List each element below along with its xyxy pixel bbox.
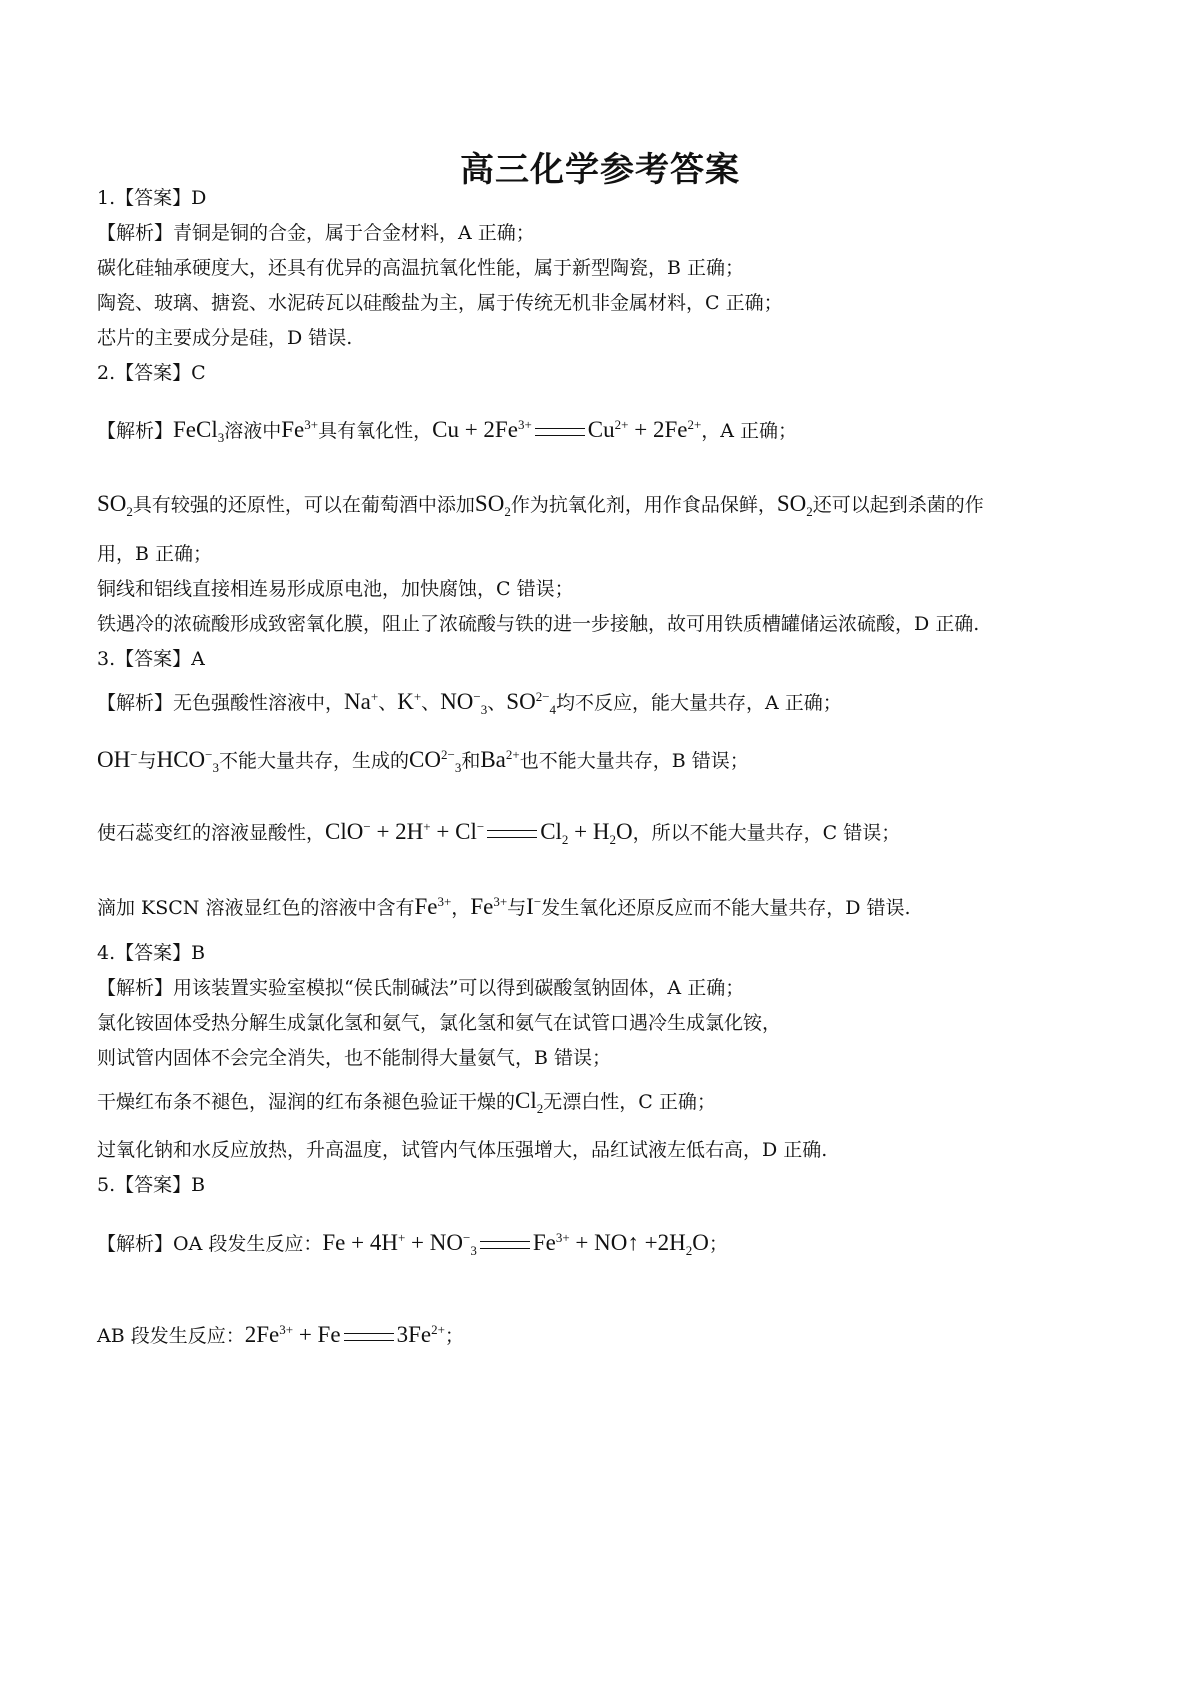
q3-explanation-line: 滴加 KSCN 溶液显红色的溶液中含有$Fe^{3+}$，$Fe^{3+}$与I−发生氧化还原反应而不能大量共存，D 错误. (97, 894, 911, 919)
q3-explanation-line: 使石蕊变红的溶液显酸性，ClO− + 2H+ + Cl− $Cl_2 + H_2O$，所以不能大量共存，C 错误； (97, 819, 901, 847)
q2-explanation-line: 【解析】FeCl$_3$溶液中$Fe^{3+}$具有氧化性，$Cu + 2Fe^{3+}$ $Cu^{2+} + 2Fe^{2+}$，A 正确； (97, 417, 798, 445)
formula: Na+ (344, 689, 379, 714)
q5-explanation-line: 【解析】OA 段发生反应：$Fe + 4H^+ + NO^-_3$ $Fe^{3+}$ + NO↑ $+2H_2O$； (97, 1230, 728, 1258)
formula: $Ba^{2+}$ (480, 747, 520, 772)
formula: $SO^{2-}_4$ (506, 689, 557, 717)
formula: $CO^{2-}_3$ (409, 747, 462, 775)
equation: $2Fe^{3+} + Fe$ $3Fe^{2+}$ (244, 1322, 445, 1347)
formula: OH− (97, 747, 138, 772)
q2-explanation-line: 用，B 正确； (97, 543, 213, 565)
formula: $Fe^{3+}$ (470, 894, 508, 919)
formula: $Fe^{3+}$ (414, 894, 452, 919)
q4-explanation-line: 干燥红布条不褪色，湿润的红布条褪色验证干燥的$Cl_2$无漂白性，C 正确； (97, 1088, 716, 1116)
q1-explanation-line: 陶瓷、玻璃、搪瓷、水泥砖瓦以硅酸盐为主，属于传统无机非金属材料，C 正确； (97, 292, 783, 314)
formula: FeCl$_3$ (173, 417, 225, 445)
q4-explanation-line: 氯化铵固体受热分解生成氯化氢和氨气，氯化氢和氨气在试管口遇冷生成氯化铵， (97, 1012, 782, 1034)
q3-answer: 3.【答案】A (97, 648, 205, 670)
q2-explanation-line: 铁遇冷的浓硫酸形成致密氧化膜，阻止了浓硫酸与铁的进一步接触，故可用铁质槽罐储运浓硫酸，D 正确. (97, 613, 980, 635)
formula: $Fe^{3+}$ (281, 417, 319, 442)
q1-answer: 1.【答案】D (97, 187, 207, 209)
q4-answer: 4.【答案】B (97, 942, 206, 964)
q3-explanation-line: 【解析】无色强酸性溶液中，Na+、K+、$NO^-_3$、$SO^{2-}_4$均不反应，能大量共存，A 正确； (97, 689, 842, 717)
formula: $HCO^-_3$ (156, 747, 219, 775)
formula: $SO_2$ (97, 491, 133, 519)
q1-explanation-line: 碳化硅轴承硬度大，还具有优异的高温抗氧化性能，属于新型陶瓷，B 正确； (97, 257, 745, 279)
q1-explanation-line: 芯片的主要成分是硅，D 错误. (97, 327, 353, 349)
q3-explanation-line: OH−与$HCO^-_3$不能大量共存，生成的$CO^{2-}_3$和$Ba^{2+}$也不能大量共存，B 错误； (97, 747, 749, 775)
equation: $Cu + 2Fe^{3+}$ $Cu^{2+} + 2Fe^{2+}$ (432, 417, 702, 442)
equation: ClO− + 2H+ + Cl− $Cl_2 + H_2O$ (325, 819, 633, 847)
q5-answer: 5.【答案】B (97, 1174, 206, 1196)
q5-explanation-line: AB 段发生反应：$2Fe^{3+} + Fe$ $3Fe^{2+}$； (97, 1322, 464, 1347)
q2-explanation-line: 铜线和铝线直接相连易形成原电池，加快腐蚀，C 错误； (97, 578, 574, 600)
equals-sign (535, 428, 585, 436)
q1-explanation-line: 【解析】青铜是铜的合金，属于合金材料，A 正确； (97, 222, 535, 244)
equals-sign (344, 1333, 394, 1341)
q4-explanation-line: 则试管内固体不会完全消失，也不能制得大量氨气，B 错误； (97, 1047, 612, 1069)
formula: $SO_2$ (776, 491, 813, 519)
equals-sign (487, 830, 537, 838)
equals-sign (480, 1241, 530, 1249)
q2-explanation-line: $SO_2$具有较强的还原性，可以在葡萄酒中添加$SO_2$作为抗氧化剂，用作食品保鲜，$SO_2$还可以起到杀菌的作 (97, 491, 984, 519)
equation: $Fe + 4H^+ + NO^-_3$ $Fe^{3+}$ + NO↑ $+2H_2O$ (322, 1230, 709, 1258)
formula: $NO^-_3$ (440, 689, 488, 717)
q4-explanation-line: 【解析】用该装置实验室模拟“侯氏制碱法”可以得到碳酸氢钠固体，A 正确； (97, 977, 745, 999)
formula: $SO_2$ (474, 491, 511, 519)
page-title: 高三化学参考答案 (460, 150, 740, 190)
formula: $Cl_2$ (515, 1088, 544, 1116)
formula: I− (526, 894, 542, 919)
q2-answer: 2.【答案】C (97, 362, 206, 384)
q4-explanation-line: 过氧化钠和水反应放热，升高温度，试管内气体压强增大，品红试液左低右高，D 正确. (97, 1139, 828, 1161)
formula: K+ (397, 689, 422, 714)
